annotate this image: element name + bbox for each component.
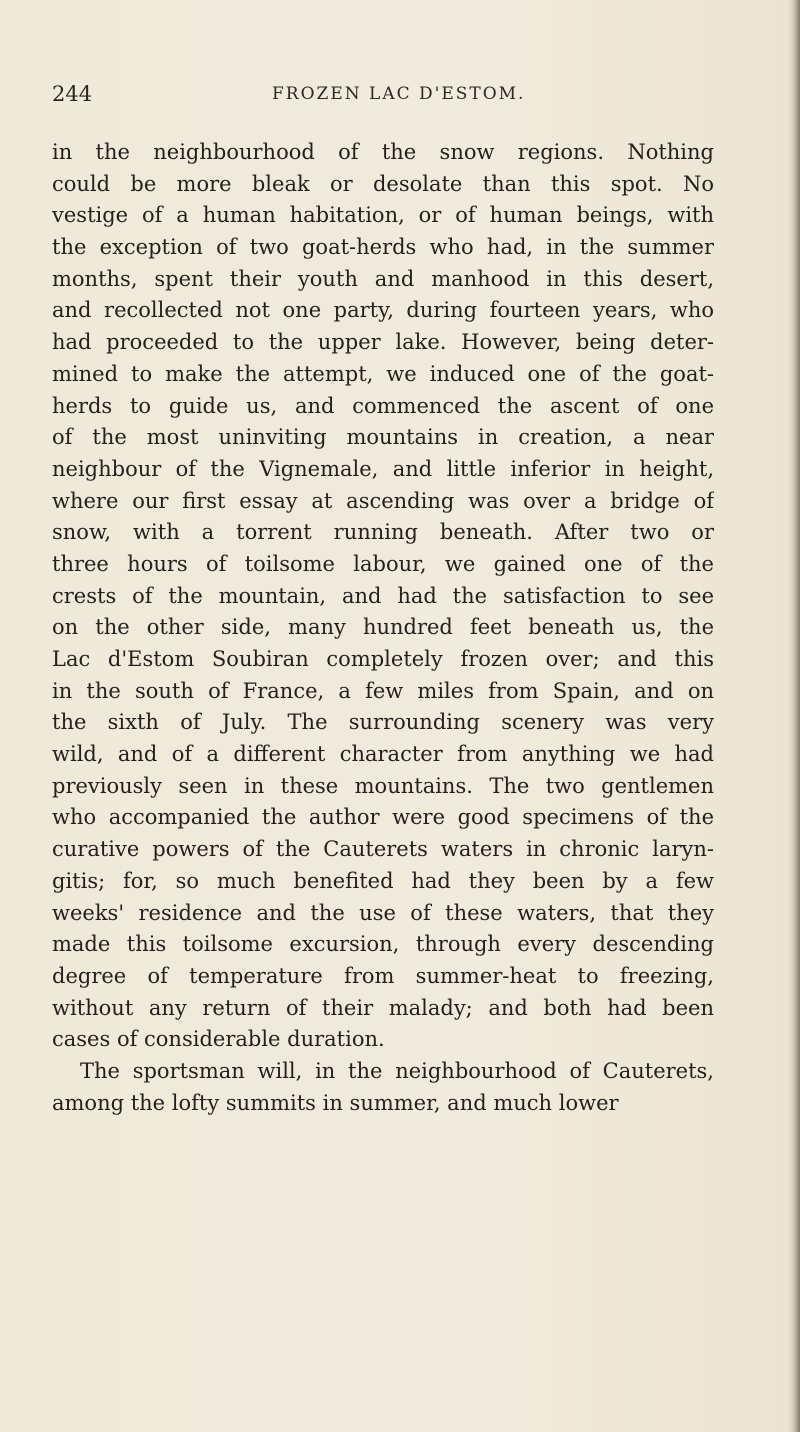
text-line: mined to make the attempt, we induced one of the goat- (52, 361, 714, 386)
text-line: of the most uninviting mountains in creation, a near (52, 425, 714, 450)
text-line: snow, with a torrent running beneath. After two or (52, 520, 714, 545)
text-line: The sportsman will, in the neighbourhood of Cauterets, (80, 1058, 714, 1083)
text-line: vestige of a human habitation, or of human beings, with (52, 203, 714, 228)
text-line: where our first essay at ascending was over a bridge of (52, 488, 714, 513)
text-line: the exception of two goat-herds who had, in the summer (52, 235, 714, 260)
paragraph-container (52, 137, 714, 1119)
text-line: months, spent their youth and manhood in this desert, (52, 266, 714, 291)
page-number: 244 (52, 82, 93, 106)
page-edge-shadow (788, 0, 800, 1432)
text-line: had proceeded to the upper lake. However, being deter- (52, 330, 714, 355)
running-title: FROZEN LAC D'ESTOM. (272, 84, 526, 104)
paragraph (52, 1056, 714, 1119)
text-line: and recollected not one party, during fourteen years, who (52, 298, 714, 323)
text-line: could be more bleak or desolate than this spot. No (52, 171, 714, 196)
text-line: in the south of France, a few miles from Spain, and on (52, 678, 714, 703)
text-line: gitis; for, so much benefited had they been by a few (52, 868, 714, 893)
text-line: wild, and of a different character from anything we had (52, 742, 714, 767)
running-head (52, 82, 712, 112)
text-line: curative powers of the Cauterets waters in chronic laryn- (52, 837, 714, 862)
text-line: among the lofty summits in summer, and much lower (52, 1090, 619, 1115)
body-text (52, 137, 714, 1119)
text-line: Lac d'Estom Soubiran completely frozen over; and this (52, 647, 714, 671)
text-line: the sixth of July. The surrounding scenery was very (52, 710, 714, 735)
text-line: without any return of their malady; and both had been (52, 995, 714, 1020)
paragraph (52, 137, 714, 1056)
text-line: crests of the mountain, and had the satisfaction to see (52, 583, 714, 608)
text-line: three hours of toilsome labour, we gained one of the (52, 551, 714, 576)
text-line: neighbour of the Vignemale, and little inferior in height, (52, 456, 714, 481)
text-line: previously seen in these mountains. The two gentlemen (52, 773, 714, 798)
text-line: weeks' residence and the use of these waters, that they (52, 900, 714, 925)
text-line: on the other side, many hundred feet beneath us, the (52, 615, 714, 640)
text-line: in the neighbourhood of the snow regions. Nothing (52, 140, 714, 164)
text-line: who accompanied the author were good specimens of the (52, 805, 714, 830)
text-line: degree of temperature from summer-heat to freezing, (52, 963, 714, 988)
text-line: herds to guide us, and commenced the ascent of one (52, 393, 714, 418)
text-line: cases of considerable duration. (52, 1027, 385, 1052)
text-line: made this toilsome excursion, through every descending (52, 932, 714, 957)
